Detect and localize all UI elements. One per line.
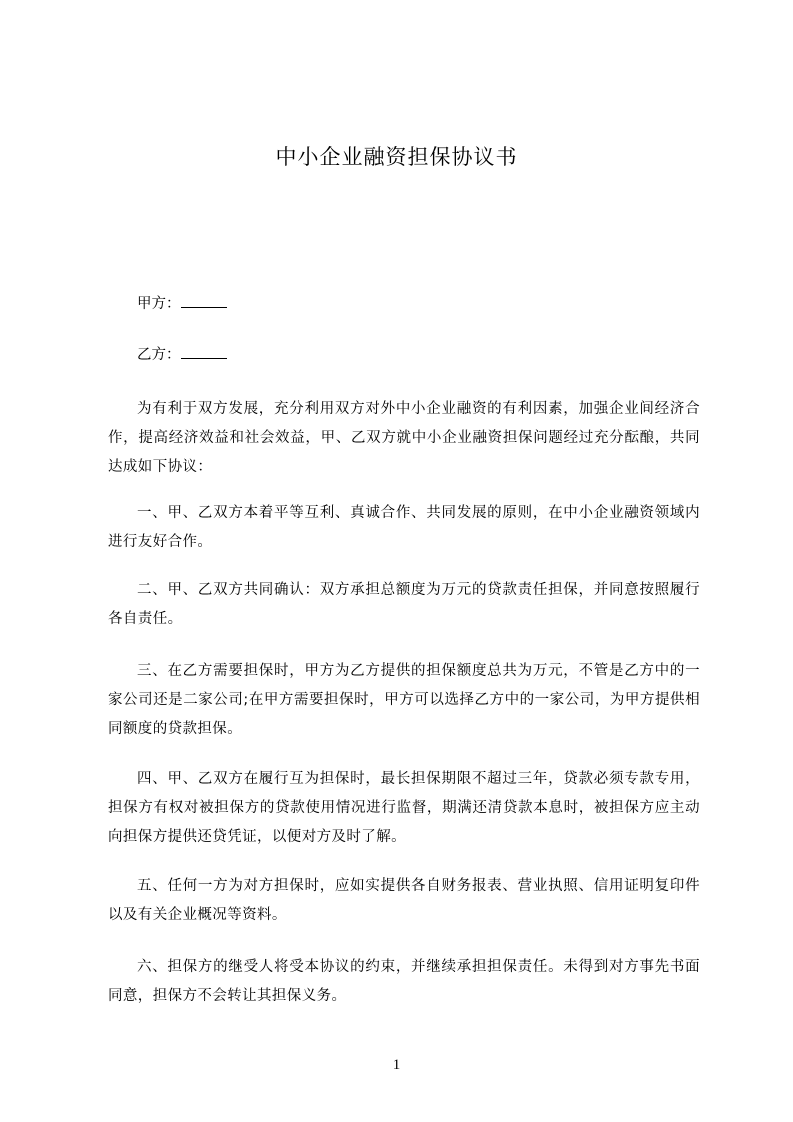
party-b-label: 乙方： [137, 347, 181, 363]
clause-1-paragraph: 一、甲、乙双方本着平等互利、真诚合作、共同发展的原则，在中小企业融资领域内进行友好合作。 [108, 505, 700, 550]
intro-paragraph: 为有利于双方发展，充分利用双方对外中小企业融资的有利因素，加强企业间经济合作，提高经济效益和社会效益，甲、乙双方就中小企业融资担保问题经过充分酝酿，共同达成如下协议： [108, 401, 700, 475]
party-a-label: 甲方： [137, 296, 181, 312]
party-a-blank [181, 293, 227, 308]
clause-2-paragraph: 二、甲、乙双方共同确认：双方承担总额度为万元的贷款责任担保，并同意按照履行各自责任。 [108, 582, 700, 627]
document-title: 中小企业融资担保协议书 [275, 145, 518, 169]
party-b-blank [181, 344, 227, 359]
clause-5-paragraph: 五、任何一方为对方担保时，应如实提供各自财务报表、营业执照、信用证明复印件以及有关企业概况等资料。 [108, 878, 700, 923]
party-b-line [137, 344, 227, 365]
clause-6-paragraph: 六、担保方的继受人将受本协议的约束，并继续承担担保责任。未得到对方事先书面同意，担保方不会转让其担保义务。 [108, 959, 700, 1004]
party-a-line [137, 293, 227, 314]
page-number: 1 [392, 1057, 401, 1073]
clause-3-paragraph: 三、在乙方需要担保时，甲方为乙方提供的担保额度总共为万元，不管是乙方中的一家公司还是二家公司;在甲方需要担保时，甲方可以选择乙方中的一家公司，为甲方提供相同额度的贷款担保。 [108, 663, 700, 737]
clause-4-paragraph: 四、甲、乙双方在履行互为担保时，最长担保期限不超过三年，贷款必须专款专用，担保方有权对被担保方的贷款使用情况进行监督，期满还清贷款本息时，被担保方应主动向担保方提供还贷凭证，以便对方及时了解。 [108, 771, 700, 845]
